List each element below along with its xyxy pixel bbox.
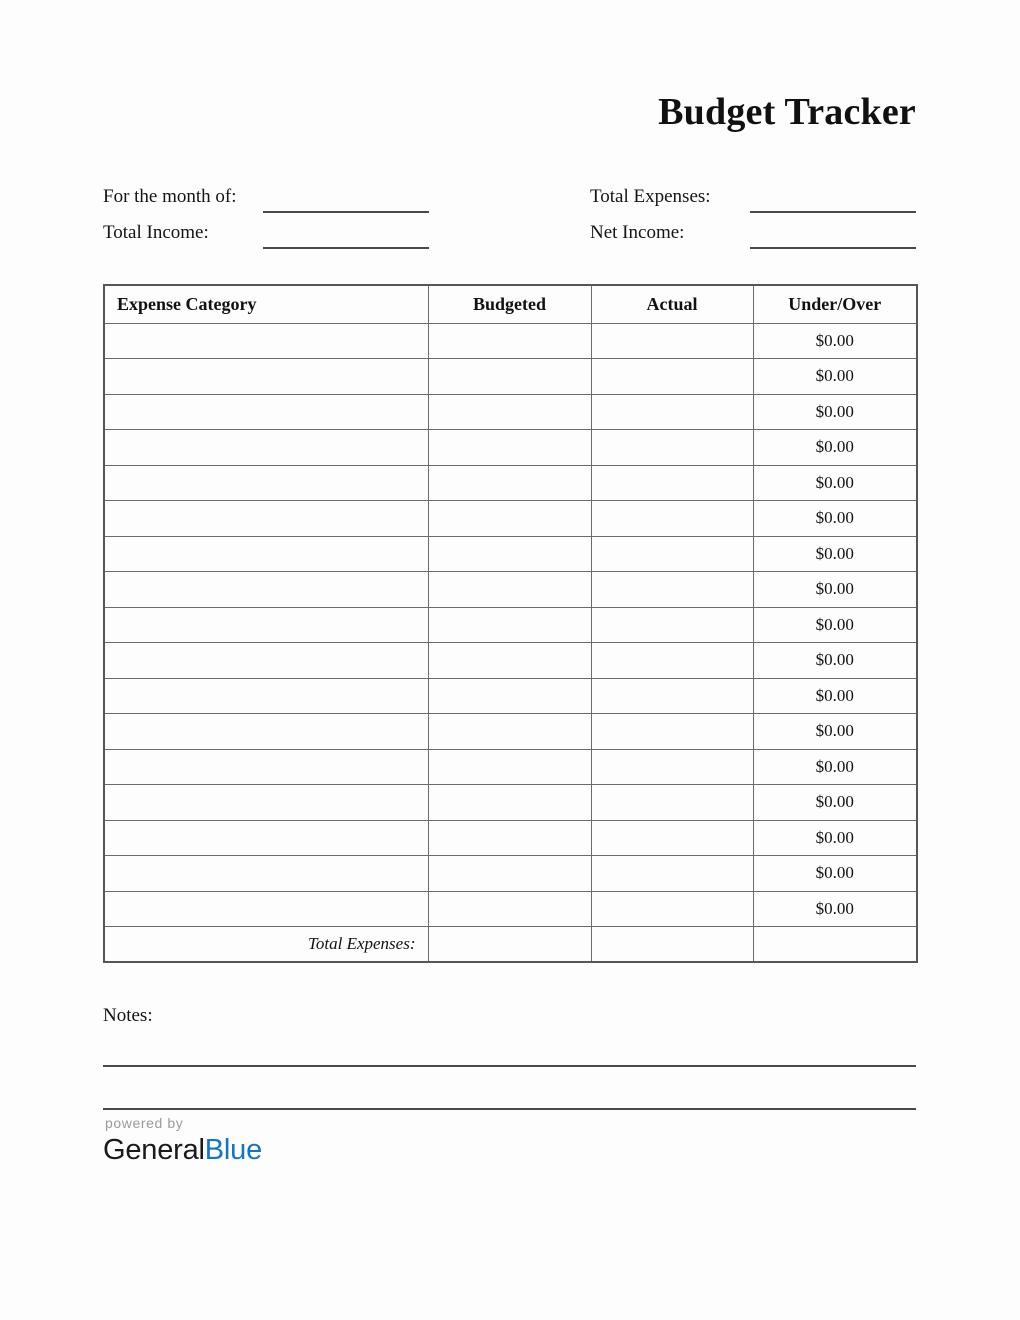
notes-line-2[interactable]: [103, 1108, 916, 1110]
cell-budgeted[interactable]: [428, 607, 591, 643]
column-header-expense-category: Expense Category: [104, 285, 428, 323]
cell-expense-category[interactable]: [104, 714, 428, 750]
cell-under-over: $0.00: [753, 430, 917, 466]
cell-expense-category[interactable]: [104, 607, 428, 643]
cell-expense-category[interactable]: [104, 856, 428, 892]
cell-under-over: $0.00: [753, 714, 917, 750]
header-row-1: [103, 182, 916, 218]
cell-under-over: $0.00: [753, 465, 917, 501]
cell-budgeted[interactable]: [428, 536, 591, 572]
cell-expense-category[interactable]: [104, 536, 428, 572]
cell-budgeted[interactable]: [428, 785, 591, 821]
cell-budgeted[interactable]: [428, 678, 591, 714]
cell-under-over: $0.00: [753, 501, 917, 537]
cell-expense-category[interactable]: [104, 820, 428, 856]
cell-actual[interactable]: [591, 607, 753, 643]
table-row: [104, 536, 917, 572]
column-header-budgeted: Budgeted: [428, 285, 591, 323]
cell-under-over: $0.00: [753, 749, 917, 785]
table-row: [104, 359, 917, 395]
budget-table-container: [103, 284, 916, 963]
table-row: [104, 678, 917, 714]
cell-under-over: $0.00: [753, 678, 917, 714]
table-row: [104, 394, 917, 430]
table-row: [104, 643, 917, 679]
cell-actual[interactable]: [591, 749, 753, 785]
table-row: [104, 785, 917, 821]
table-row: [104, 714, 917, 750]
cell-expense-category[interactable]: [104, 394, 428, 430]
cell-actual[interactable]: [591, 465, 753, 501]
table-row: [104, 323, 917, 359]
cell-actual[interactable]: [591, 856, 753, 892]
cell-expense-category[interactable]: [104, 643, 428, 679]
input-net-income[interactable]: [750, 247, 916, 249]
input-total-expenses[interactable]: [750, 211, 916, 213]
table-row: [104, 430, 917, 466]
budget-table: [103, 284, 918, 963]
cell-under-over: $0.00: [753, 394, 917, 430]
cell-budgeted[interactable]: [428, 501, 591, 537]
page-title: Budget Tracker: [658, 91, 916, 133]
cell-under-over: $0.00: [753, 607, 917, 643]
cell-actual[interactable]: [591, 536, 753, 572]
brand-general-text: General: [103, 1134, 205, 1166]
cell-actual[interactable]: [591, 572, 753, 608]
cell-actual[interactable]: [591, 430, 753, 466]
notes-line-1[interactable]: [103, 1065, 916, 1067]
cell-under-over: $0.00: [753, 891, 917, 927]
total-budgeted-cell[interactable]: [428, 927, 591, 963]
cell-expense-category[interactable]: [104, 785, 428, 821]
cell-under-over: $0.00: [753, 536, 917, 572]
footer-logo: [103, 1114, 262, 1167]
cell-expense-category[interactable]: [104, 501, 428, 537]
cell-budgeted[interactable]: [428, 856, 591, 892]
table-row: [104, 572, 917, 608]
cell-budgeted[interactable]: [428, 323, 591, 359]
cell-under-over: $0.00: [753, 820, 917, 856]
notes-label: Notes:: [103, 1005, 153, 1026]
cell-budgeted[interactable]: [428, 359, 591, 395]
input-for-the-month-of[interactable]: [263, 211, 429, 213]
total-actual-cell[interactable]: [591, 927, 753, 963]
brand-blue-text: Blue: [204, 1134, 263, 1166]
table-row: [104, 856, 917, 892]
input-total-income[interactable]: [263, 247, 429, 249]
total-under-over-cell: [753, 927, 917, 963]
cell-actual[interactable]: [591, 643, 753, 679]
cell-under-over: $0.00: [753, 323, 917, 359]
cell-expense-category[interactable]: [104, 749, 428, 785]
table-row: [104, 607, 917, 643]
table-body: [104, 323, 917, 962]
label-total-expenses: Total Expenses:: [590, 186, 711, 207]
cell-actual[interactable]: [591, 678, 753, 714]
cell-actual[interactable]: [591, 714, 753, 750]
brand-generalblue: [103, 1133, 262, 1167]
table-row: [104, 501, 917, 537]
column-header-under-over: Under/Over: [753, 285, 917, 323]
header-fields: [103, 182, 916, 262]
total-expenses-label: Total Expenses:: [104, 927, 428, 963]
cell-budgeted[interactable]: [428, 749, 591, 785]
label-for-the-month-of: For the month of:: [103, 186, 237, 207]
header-row-2: [103, 218, 916, 254]
cell-budgeted[interactable]: [428, 820, 591, 856]
cell-expense-category[interactable]: [104, 430, 428, 466]
cell-under-over: $0.00: [753, 359, 917, 395]
cell-under-over: $0.00: [753, 856, 917, 892]
table-row: [104, 820, 917, 856]
label-total-income: Total Income:: [103, 222, 209, 243]
cell-under-over: $0.00: [753, 785, 917, 821]
cell-actual[interactable]: [591, 359, 753, 395]
table-row: [104, 891, 917, 927]
cell-expense-category[interactable]: [104, 465, 428, 501]
powered-by-text: powered by: [105, 1115, 184, 1131]
cell-budgeted[interactable]: [428, 394, 591, 430]
table-row: [104, 465, 917, 501]
cell-expense-category[interactable]: [104, 678, 428, 714]
cell-budgeted[interactable]: [428, 430, 591, 466]
cell-expense-category[interactable]: [104, 323, 428, 359]
cell-expense-category[interactable]: [104, 891, 428, 927]
cell-actual[interactable]: [591, 323, 753, 359]
cell-budgeted[interactable]: [428, 465, 591, 501]
cell-expense-category[interactable]: [104, 359, 428, 395]
cell-under-over: $0.00: [753, 643, 917, 679]
cell-actual[interactable]: [591, 394, 753, 430]
table-row: [104, 749, 917, 785]
cell-actual[interactable]: [591, 820, 753, 856]
cell-budgeted[interactable]: [428, 572, 591, 608]
cell-under-over: $0.00: [753, 572, 917, 608]
table-header-row: [104, 285, 917, 323]
cell-budgeted[interactable]: [428, 643, 591, 679]
column-header-actual: Actual: [591, 285, 753, 323]
label-net-income: Net Income:: [590, 222, 685, 243]
cell-actual[interactable]: [591, 891, 753, 927]
table-total-row: [104, 927, 917, 963]
cell-expense-category[interactable]: [104, 572, 428, 608]
cell-actual[interactable]: [591, 501, 753, 537]
cell-budgeted[interactable]: [428, 714, 591, 750]
cell-actual[interactable]: [591, 785, 753, 821]
cell-budgeted[interactable]: [428, 891, 591, 927]
